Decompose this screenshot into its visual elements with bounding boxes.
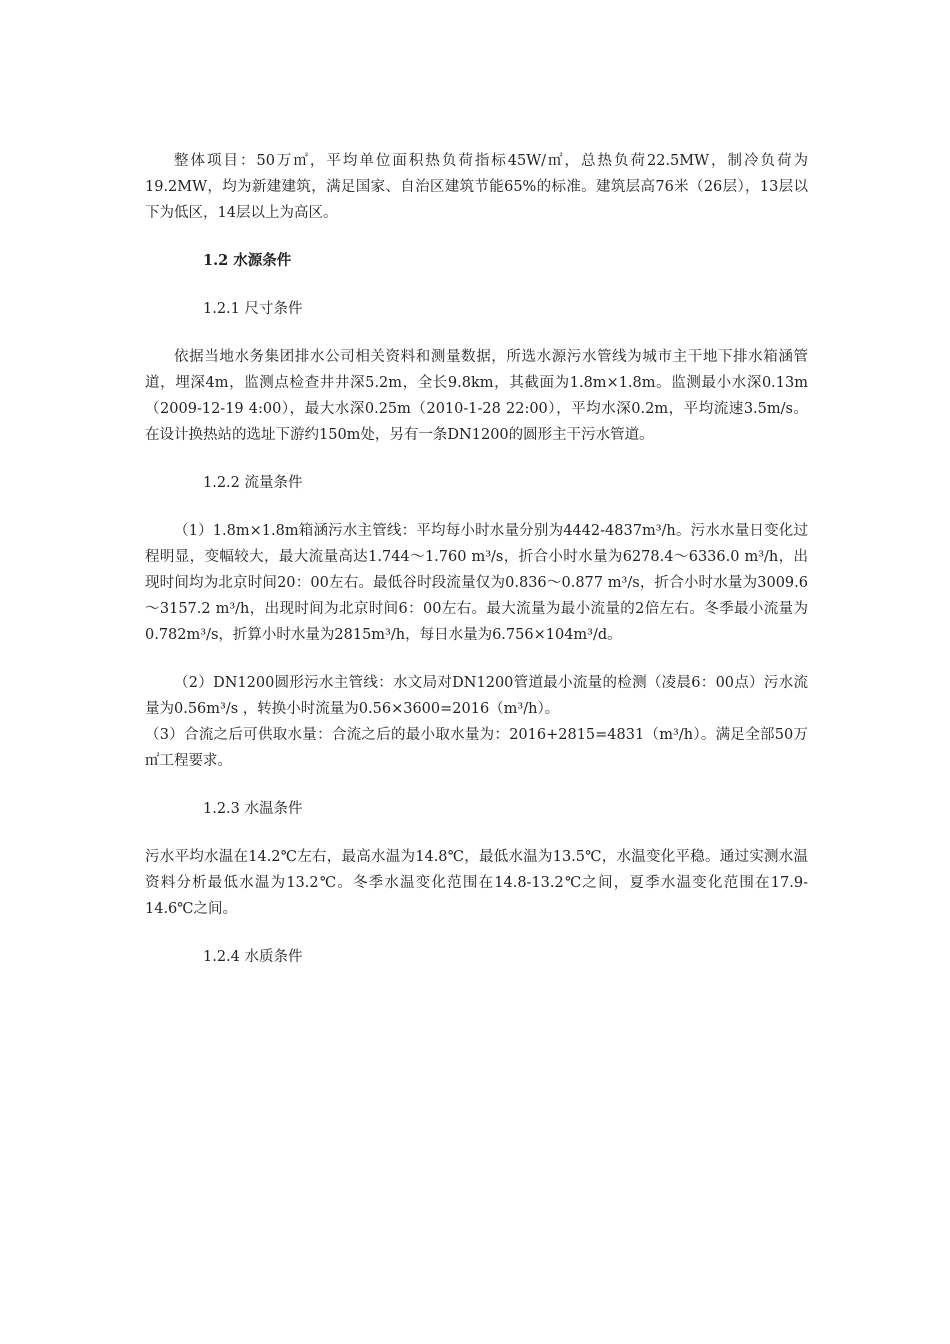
document-body (145, 148, 808, 970)
paragraph-overview: 整体项目：50万㎡，平均单位面积热负荷指标45W/㎡，总热负荷22.5MW，制冷负荷为19.2MW，均为新建建筑，满足国家、自治区建筑节能65%的标准。建筑层高76米（26层），13层以下为低区，14层以上为高区。 (145, 153, 808, 221)
paragraph-flow-3: （3）合流之后可供取水量：合流之后的最小取水量为：2016+2815=4831（m³/h）。满足全部50万㎡工程要求。 (145, 727, 808, 769)
paragraph-size-conditions: 依据当地水务集团排水公司相关资料和测量数据，所选水源污水管线为城市主干地下排水箱涵管道，埋深4m，监测点检查井井深5.2m，全长9.8km，其截面为1.8m×1.8m。监测最小水深0.13m（2009-12-19 4:00），最大水深0.25m（2010-1-28 22:00），平均水深0.2m，平均流速3.5m/s。在设计换热站的选址下游约150m处，另有一条DN1200的圆形主干污水管道。 (145, 349, 808, 443)
paragraph-flow-1: （1）1.8m×1.8m箱涵污水主管线：平均每小时水量分别为4442-4837m³/h。污水水量日变化过程明显，变幅较大，最大流量高达1.744～1.760 m³/s，折合小时水量为6278.4～6336.0 m³/h，出现时间均为北京时间20：00左右。最低谷时段流量仅为0.836～0.877 m³/s，折合小时水量为3009.6～3157.2 m³/h，出现时间为北京时间6：00左右。最大流量为最小流量的2倍左右。冬季最小流量为0.782m³/s，折算小时水量为2815m³/h，每日水量为6.756×104m³/d。 (145, 523, 808, 643)
subsection-heading-1-2-1: 1.2.1 尺寸条件 (203, 301, 303, 317)
section-heading-1-2: 1.2 水源条件 (203, 252, 292, 269)
subsection-heading-1-2-3: 1.2.3 水温条件 (203, 801, 303, 817)
paragraph-temperature: 污水平均水温在14.2℃左右，最高水温为14.8℃，最低水温为13.5℃，水温变化平稳。通过实测水温资料分析最低水温为13.2℃。冬季水温变化范围在14.8-13.2℃之间，夏季水温变化范围在17.9-14.6℃之间。 (145, 849, 808, 917)
subsection-heading-1-2-4: 1.2.4 水质条件 (203, 949, 303, 965)
subsection-heading-1-2-2: 1.2.2 流量条件 (203, 475, 303, 491)
paragraph-flow-2: （2）DN1200圆形污水主管线：水文局对DN1200管道最小流量的检测（凌晨6：00点）污水流量为0.56m³/s ，转换小时流量为0.56×3600=2016（m³/h）。 (145, 675, 808, 717)
